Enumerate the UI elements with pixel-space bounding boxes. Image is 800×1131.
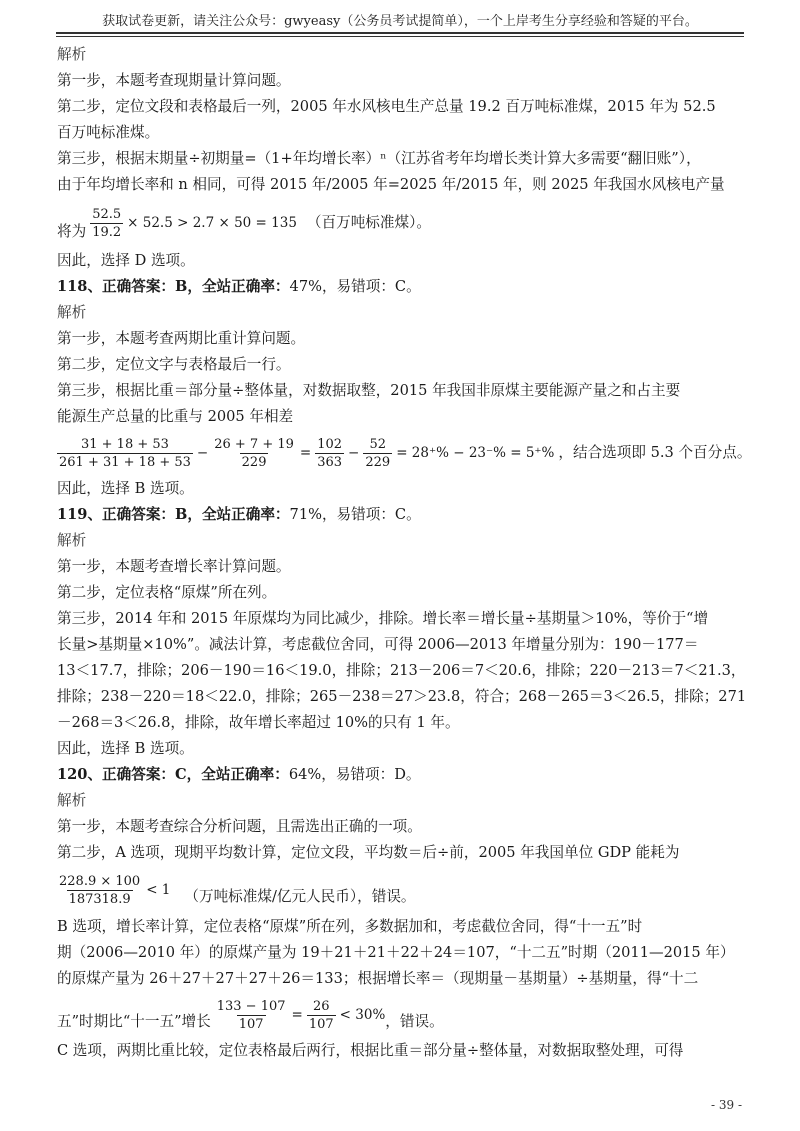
fraction-numerator: 228.9 × 100 — [59, 873, 141, 889]
q120-c1: C 选项，两期比重比较，定位表格最后两行，根据比重＝部分量÷整体量，对数据取整处理，可得 — [57, 1042, 684, 1059]
q119-step3c: 13＜17.7，排除；206－190＝16＜19.0，排除；213－206＝7＜20.6，排除；220－213＝7＜21.3， — [57, 662, 746, 679]
fraction — [212, 436, 296, 471]
q120-step1: 第一步，本题考查综合分析问题，且需选出正确的一项。 — [57, 818, 422, 835]
answer-rate: 71%，易错项：C。 — [289, 506, 421, 523]
q119-answer-heading — [57, 502, 747, 528]
q117-step1: 第一步，本题考查现期量计算问题。 — [57, 72, 291, 89]
fraction-numerator: 26 + 7 + 19 — [214, 436, 294, 452]
fraction-denominator: 187318.9 — [68, 891, 131, 907]
q120-b2: 期（2006—2010 年）的原煤产量为 19＋21＋21＋22＋24＝107，“十二五”时期（2011—2015 年） — [57, 944, 735, 961]
q118-formula — [57, 430, 752, 476]
fraction-numerator: 52 — [369, 436, 387, 452]
answer-rate: 47%，易错项：C。 — [289, 278, 421, 295]
page-header: 获取试卷更新，请关注公众号：gwyeasy（公务员考试提简单），一个上岸考生分享经验和答疑的平台。 — [102, 14, 698, 29]
minus-sign: − — [196, 445, 209, 461]
fraction-denominator: 107 — [308, 1016, 334, 1032]
q120-formula-b — [57, 992, 747, 1038]
q118-step3a: 第三步，根据比重＝部分量÷整体量，对数据取整，2015 年我国非原煤主要能源产量之和占主要 — [57, 382, 681, 399]
q119-step3d: 排除；238－220＝18＜22.0，排除；265－238＝27＞23.8，符合；268－265＝3＜26.5，排除；271 — [57, 688, 747, 705]
q120-step2a: 第二步，A 选项，现期平均数计算，定位文段，平均数＝后÷前，2005 年我国单位 GDP 能耗为 — [57, 844, 680, 861]
fraction — [90, 206, 123, 241]
fraction — [315, 436, 344, 471]
q118-conclusion: 因此，选择 B 选项。 — [57, 480, 194, 497]
approx-expression: = 28⁺% − 23⁻% = 5⁺% — [396, 445, 555, 461]
fraction — [307, 998, 336, 1033]
q120-answer-heading — [57, 762, 747, 788]
q120-b3: 的原煤产量为 26＋27＋27＋27＋26＝133；根据增长率＝（现期量－基期量）÷基期量，得“十二 — [57, 970, 699, 987]
fraction-denominator: 229 — [241, 454, 267, 470]
q119-step3b: 长量>基期量×10%”。减法计算，考虑截位舍同，可得 2006—2013 年增量分别为：190－177＝ — [57, 636, 699, 653]
q117-conclusion: 因此，选择 D 选项。 — [57, 252, 195, 269]
q117-step3a: 第三步，根据末期量÷初期量=（1+年均增长率）ⁿ（江苏省考年均增长类计算大多需要“翻旧账”）， — [57, 150, 701, 167]
q120-b1: B 选项，增长率计算，定位表格“原煤”所在列，多数据加和，考虑截位舍同，得“十一五”时 — [57, 918, 643, 935]
formula-expression: < 1 — [146, 882, 171, 898]
document-body — [57, 42, 752, 1064]
fraction — [215, 998, 288, 1033]
q117-step3b: 由于年均增长率和 n 相同，可得 2015 年/2005 年=2025 年/2015 年，则 2025 年我国水风核电产量 — [57, 176, 725, 193]
fraction-denominator: 229 — [365, 454, 391, 470]
formula-prefix: 将为 — [57, 223, 87, 240]
equals-sign: = — [299, 445, 312, 461]
formula-unit: （百万吨标准煤）。 — [306, 214, 431, 231]
q120-formula-a — [57, 866, 747, 914]
q118-step3b: 能源生产总量的比重与 2005 年相差 — [57, 408, 294, 425]
fraction-denominator: 107 — [238, 1016, 264, 1032]
formula-unit: （万吨标准煤/亿元人民币），错误。 — [184, 888, 416, 905]
q118-step2: 第二步，定位文字与表格最后一行。 — [57, 356, 291, 373]
q117-step2b: 百万吨标准煤。 — [57, 124, 160, 141]
header-rule-thin — [56, 36, 744, 37]
q119-step1: 第一步，本题考查增长率计算问题。 — [57, 558, 291, 575]
q118-step1: 第一步，本题考查两期比重计算问题。 — [57, 330, 306, 347]
fraction-denominator: 363 — [317, 454, 343, 470]
q117-step2a: 第二步，定位文段和表格最后一列，2005 年水风核电生产总量 19.2 百万吨标准煤，2015 年为 52.5 — [57, 98, 716, 115]
q118-answer-heading — [57, 274, 747, 300]
fraction-numerator: 26 — [312, 998, 330, 1014]
analysis-label: 解析 — [57, 532, 87, 549]
formula-prefix: 五”时期比“十一五”增长 — [57, 1013, 211, 1030]
formula-expression: × 52.5 > 2.7 × 50 = 135 — [127, 215, 297, 231]
equals-sign: = — [291, 1007, 303, 1023]
formula-tail: ，结合选项即 5.3 个百分点。 — [558, 444, 752, 461]
analysis-label: 解析 — [57, 792, 87, 809]
analysis-label: 解析 — [57, 304, 87, 321]
fraction-numerator: 52.5 — [92, 206, 122, 222]
q119-conclusion: 因此，选择 B 选项。 — [57, 740, 194, 757]
q119-step2: 第二步，定位表格“原煤”所在列。 — [57, 584, 277, 601]
answer-head: 120、正确答案：C，全站正确率： — [57, 766, 289, 783]
q119-step3e: －268＝3＜26.8，排除，故年增长率超过 10%的只有 1 年。 — [57, 714, 460, 731]
answer-rate: 64%，易错项：D。 — [288, 766, 421, 783]
fraction — [57, 873, 142, 908]
answer-head: 119、正确答案：B，全站正确率： — [57, 506, 290, 523]
fraction-numerator: 133 − 107 — [216, 998, 286, 1014]
formula-expression: < 30% — [339, 1007, 386, 1023]
minus-sign: − — [348, 445, 360, 461]
answer-head: 118、正确答案：B，全站正确率： — [57, 278, 290, 295]
q119-step3a: 第三步，2014 年和 2015 年原煤均为同比减少，排除。增长率＝增长量÷基期量＞10%，等价于“增 — [57, 610, 709, 627]
fraction-denominator: 261 + 31 + 18 + 53 — [59, 454, 191, 470]
page-number: - 39 - — [710, 1098, 742, 1112]
analysis-label: 解析 — [57, 46, 87, 63]
fraction — [57, 436, 193, 471]
fraction-numerator: 31 + 18 + 53 — [80, 436, 169, 452]
fraction-numerator: 102 — [317, 436, 343, 452]
fraction-denominator: 19.2 — [92, 224, 122, 240]
fraction — [363, 436, 392, 471]
q117-formula — [57, 198, 747, 248]
formula-tail: ，错误。 — [385, 1013, 444, 1030]
header-rule — [56, 32, 744, 34]
